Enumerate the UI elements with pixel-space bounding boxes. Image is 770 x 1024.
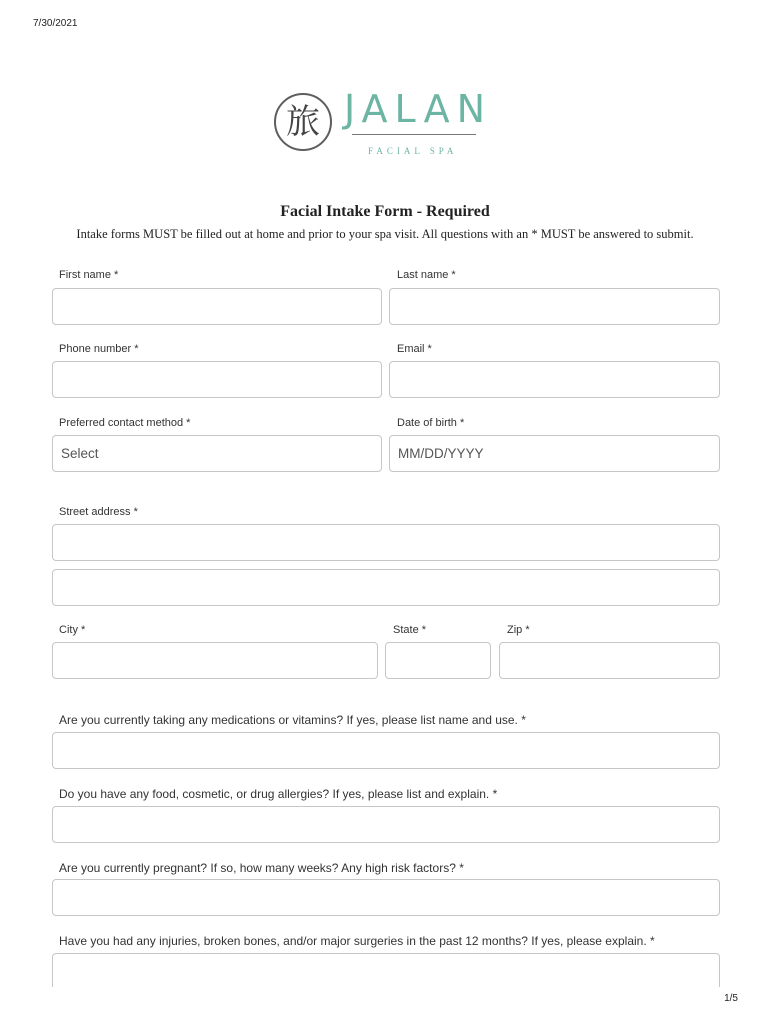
page-number: 1/5 <box>724 993 738 1004</box>
pregnancy-input[interactable] <box>52 879 720 916</box>
contact-method-label: Preferred contact method * <box>59 417 191 429</box>
logo-divider <box>352 134 476 135</box>
city-label: City * <box>59 624 86 636</box>
street-line2-input[interactable] <box>52 569 720 606</box>
first-name-input[interactable] <box>52 288 382 325</box>
street-line1-input[interactable] <box>52 524 720 561</box>
allergies-label: Do you have any food, cosmetic, or drug allergies? If yes, please list and explain. * <box>59 787 498 801</box>
street-label: Street address * <box>59 506 138 518</box>
logo-seal-icon: 旅 <box>274 93 332 151</box>
logo-tagline: FACIAL SPA <box>368 146 458 156</box>
logo-wordmark: JALAN <box>344 87 492 131</box>
print-date: 7/30/2021 <box>33 18 78 29</box>
dob-input[interactable]: MM/DD/YYYY <box>389 435 720 472</box>
form-description: Intake forms MUST be filled out at home and prior to your spa visit. All questions with an * MUST be answered to submit. <box>76 227 694 241</box>
state-input[interactable] <box>385 642 491 679</box>
last-name-label: Last name * <box>397 269 456 281</box>
city-input[interactable] <box>52 642 378 679</box>
phone-label: Phone number * <box>59 343 139 355</box>
medications-input[interactable] <box>52 732 720 769</box>
form-title: Facial Intake Form - Required <box>280 203 490 220</box>
jalan-logo <box>272 88 492 163</box>
contact-method-select[interactable]: Select <box>52 435 382 472</box>
phone-input[interactable] <box>52 361 382 398</box>
first-name-label: First name * <box>59 269 119 281</box>
medications-label: Are you currently taking any medications or vitamins? If yes, please list name and use. * <box>59 713 526 727</box>
injuries-input[interactable] <box>52 953 720 987</box>
email-label: Email * <box>397 343 432 355</box>
email-input[interactable] <box>389 361 720 398</box>
allergies-input[interactable] <box>52 806 720 843</box>
last-name-input[interactable] <box>389 288 720 325</box>
pregnancy-label: Are you currently pregnant? If so, how many weeks? Any high risk factors? * <box>59 861 464 875</box>
dob-label: Date of birth * <box>397 417 465 429</box>
zip-label: Zip * <box>507 624 530 636</box>
state-label: State * <box>393 624 427 636</box>
zip-input[interactable] <box>499 642 720 679</box>
injuries-label: Have you had any injuries, broken bones, and/or major surgeries in the past 12 months? If yes, please explain. * <box>59 934 655 948</box>
